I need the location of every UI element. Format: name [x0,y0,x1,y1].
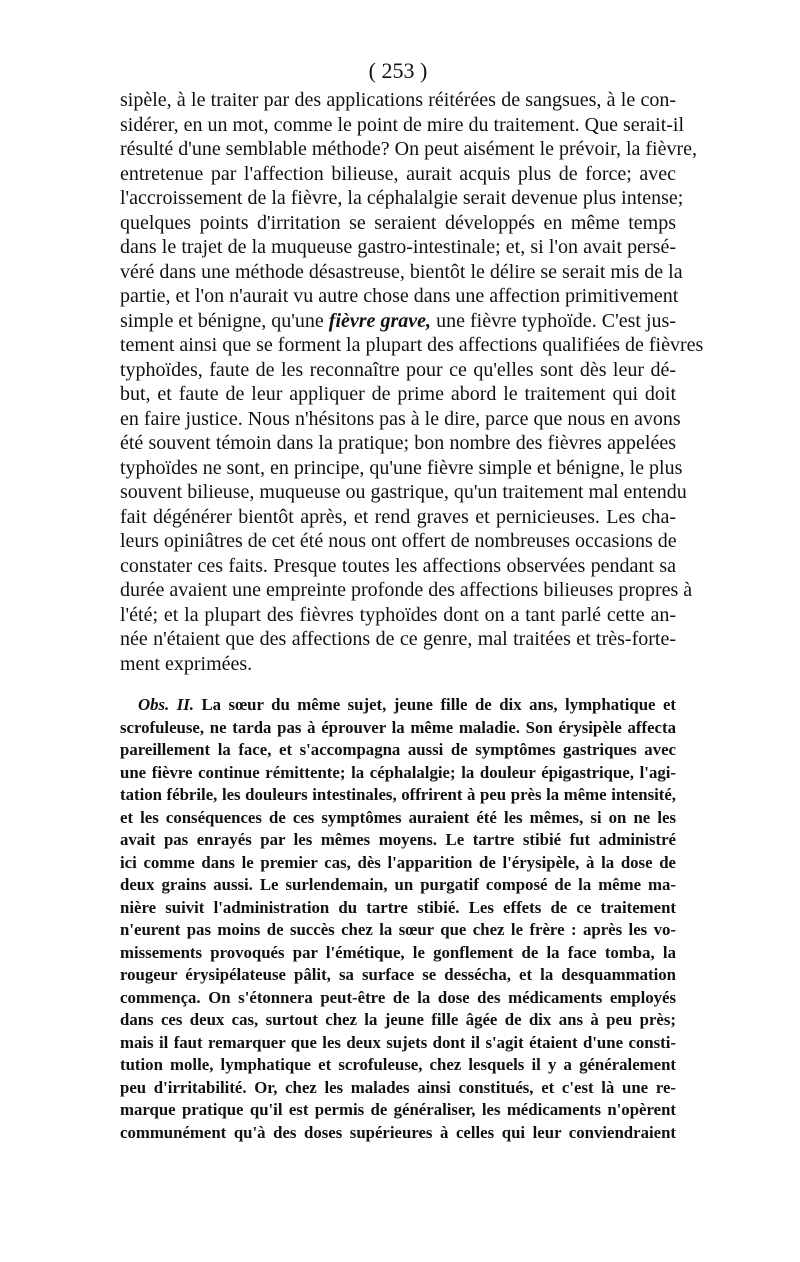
observation-line: deux grains aussi. Le surlendemain, un purgatif composé de la même ma- [120,875,676,894]
observation-line: peu d'irritabilité. Or, chez les malades ainsi constitués, et c'est là une re- [120,1077,676,1097]
text-line-with-emphasis [120,309,676,334]
text-line-last: ment exprimées. [120,652,253,675]
text-line: typhoïdes ne sont, en principe, qu'une fièvre simple et bénigne, le plus [120,456,683,479]
text-line: fait dégénérer bientôt après, et rend graves et pernicieuses. Les cha- [120,505,676,528]
paragraph-text [120,88,704,676]
text-line: véré dans une méthode désastreuse, bientôt le délire se serait mis de la [120,260,683,283]
text-segment: une fièvre typhoïde. C'est jus- [431,309,676,332]
text-line: sidérer, en un mot, comme le point de mire du traitement. Que serait-il [120,113,685,136]
observation-line: commença. On s'étonnera peut-être de la dose des médicaments employés [120,987,676,1007]
observation-line: tation fébrile, les douleurs intestinales, offrirent à peu près la même intensité, [120,785,676,804]
text-line: été souvent témoin dans la pratique; bon nombre des fièvres appelées [120,432,676,454]
observation-line: marque pratique qu'il est permis de généraliser, les médicaments n'opèrent [120,1100,676,1119]
observation-line: mais il faut remarquer que les deux sujets dont il s'agit étaient d'une consti- [120,1032,676,1052]
text-line: résulté d'une semblable méthode? On peut aisément le prévoir, la fièvre, [120,138,698,160]
observation-line: tution molle, lymphatique et scrofuleuse, chez lesquels il y a généralement [120,1055,676,1074]
emphasis-fievre-grave: fièvre grave, [328,309,432,332]
observation-line: une fièvre continue rémittente; la céphalalgie; la douleur épigastrique, l'agi- [120,762,676,782]
observation-line: rougeur érysipélateuse pâlit, sa surface se dessécha, et la desquammation [120,965,676,984]
observation-line: communément qu'à des doses supérieures à celles qui leur conviendraient [120,1122,676,1142]
observation-first-line [120,694,676,717]
text-line: née n'étaient que des affections de ce genre, mal traitées et très-forte- [120,628,676,650]
book-page [120,56,704,1144]
text-segment: La sœur du même sujet, jeune fille de dix ans, lymphatique et [193,695,677,714]
observation-label: Obs. II. [138,695,194,714]
text-line: souvent bilieuse, muqueuse ou gastrique, qu'un traitement mal entendu [120,481,687,503]
text-line: leurs opiniâtres de cet été nous ont offert de nombreuses occasions de [120,530,677,552]
text-line: dans le trajet de la muqueuse gastro-intestinale; et, si l'on avait persé- [120,236,676,258]
observation-line: n'eurent pas moins de succès chez la sœur que chez le frère : après les vo- [120,920,676,939]
text-line: sipèle, à le traiter par des applications réitérées de sangsues, à le con- [120,89,676,111]
observation-line: et les conséquences de ces symptômes auraient été les mêmes, si on ne les [120,807,676,827]
text-line: en faire justice. Nous n'hésitons pas à le dire, parce que nous en avons [120,407,681,430]
observation-line: missements provoqués par l'émétique, le gonflement de la face tomba, la [120,942,676,962]
text-line: l'été; et la plupart des fièvres typhoïdes dont on a tant parlé cette an- [120,603,676,626]
observation-line: dans ces deux cas, surtout chez la jeune fille âgée de dix ans à peu près; [120,1010,676,1029]
text-line: partie, et l'on n'aurait vu autre chose dans une affection primitivement [120,285,679,307]
observation-section [120,694,676,1144]
text-line: durée avaient une empreinte profonde des affections bilieuses propres à [120,579,693,601]
text-line: tement ainsi que se forment la plupart des affections qualifiées de fièvres [120,334,704,356]
observation-line: ici comme dans le premier cas, dès l'apparition de l'érysipèle, à la dose de [120,852,676,872]
observation-line: scrofuleuse, ne tarda pas à éprouver la même maladie. Son érysipèle affecta [120,717,676,737]
text-line: typhoïdes, faute de les reconnaître pour ce qu'elles sont dès leur dé- [120,358,676,381]
text-line: l'accroissement de la fièvre, la céphalalgie serait devenue plus intense; [120,187,684,209]
text-segment: simple et bénigne, qu'une [120,309,329,332]
page-number: ( 253 ) [368,58,428,83]
text-line: entretenue par l'affection bilieuse, aurait acquis plus de force; avec [120,162,676,185]
observation-line: nière suivit l'administration du tartre stibié. Les effets de ce traitement [120,897,676,917]
observation-line: pareillement la face, et s'accompagna aussi de symptômes gastriques avec [120,740,676,759]
observation-line: avait pas enrayés par les mêmes moyens. Le tartre stibié fut administré [120,830,676,849]
text-line: quelques points d'irritation se seraient développés en même temps [120,211,676,234]
text-line: constater ces faits. Presque toutes les affections observées pendant sa [120,554,676,577]
text-line: but, et faute de leur appliquer de prime abord le traitement qui doit [120,383,676,405]
main-paragraph [120,88,704,676]
